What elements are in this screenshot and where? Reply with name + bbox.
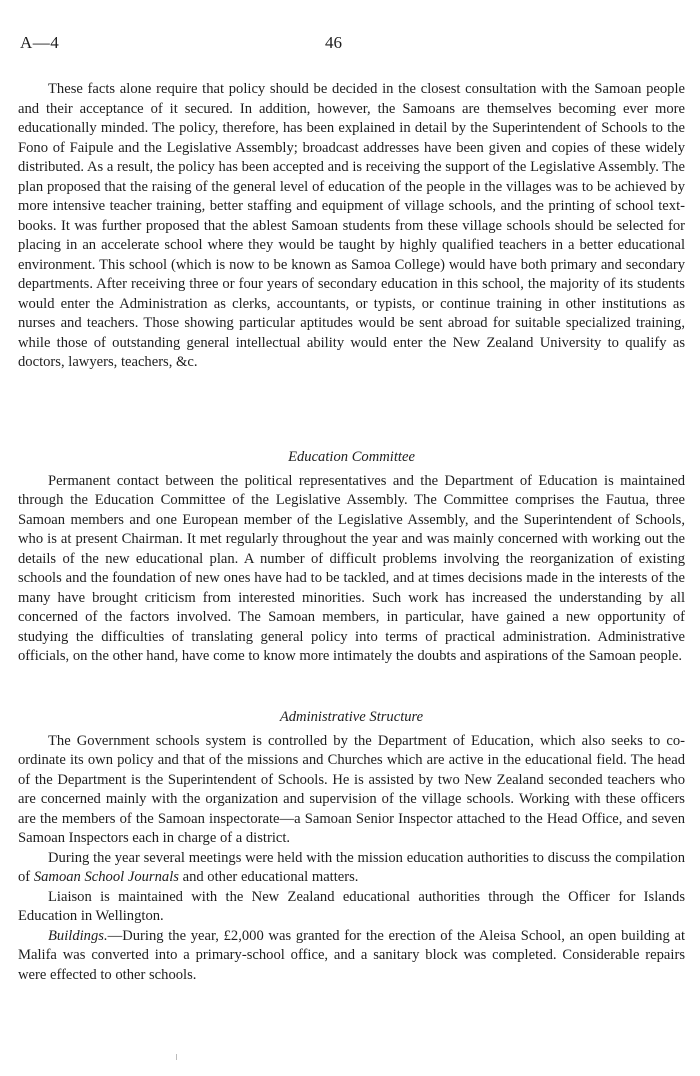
footer-mark xyxy=(176,1054,177,1060)
buildings-paragraph xyxy=(18,927,685,986)
section-heading-administrative-structure: Administrative Structure xyxy=(279,709,424,725)
intro-paragraph: These facts alone require that policy should be decided in the closest consultation with the Samoan people and their acceptance of it secured. In addition, however, the Samoans are themselves becoming ever more educationally minded. The policy, therefore, has been explained in detail by the Superintendent of Schools to the Fono of Faipule and the Legislative Assembly; broadcast addresses have been given and copies of these widely distributed. As a result, the policy has been accepted and is receiving the support of the Legislative Assembly. The plan proposed that the raising of the general level of education of the people in the villages was to be achieved by more intensive teacher training, better staffing and equipment of village schools, and the printing of school text-books. It was further proposed that the ablest Samoan students from these village schools should be selected for placing in an accelerate school where they would be taught by highly qualified teachers in a better educational environment. This school (which is now to be known as Samoa College) would have both primary and secondary departments. After receiving three or four years of secondary education in this school, the majority of its students would enter the Administration as clerks, accountants, or typists, or continue training in other institutions as nurses and teachers. Those showing particular aptitudes would be sent abroad for suitable specialized training, while those of outstanding general intellectual ability would enter the New Zealand University to qualify as doctors, lawyers, teachers, &c. xyxy=(18,81,685,370)
education-committee-section xyxy=(18,448,685,667)
page-number: 46 xyxy=(325,33,342,52)
journal-title: Samoan School Journals xyxy=(33,869,179,885)
administrative-structure-section xyxy=(18,708,685,985)
buildings-label: Buildings. xyxy=(48,927,108,944)
intro-section xyxy=(18,80,685,373)
administrative-structure-paragraph-1: The Government schools system is controlled by the Department of Education, which also seeks to co-ordinate its own policy and that of the missions and Churches which are active in the educational field. The head of the Department is the Superintendent of Schools. He is assisted by two New Zealand seconded teachers who are concerned mainly with the organization and supervision of the village schools. Working with these officers are the members of the Samoan inspectorate—a Samoan Senior Inspector attached to the Head Office, and seven Samoan Inspectors each in charge of a district. xyxy=(18,732,685,846)
buildings-text: —During the year, £2,000 was granted for the erection of the Aleisa School, an open building at Malifa was converted into a primary-school office, and a sanitary block was completed. Considerable repairs were effected to other schools. xyxy=(18,927,685,983)
education-committee-paragraph: Permanent contact between the political representatives and the Department of Education is maintained through the Education Committee of the Legislative Assembly. The Committee comprises the Fautua, three Samoan members and one European member of the Legislative Assembly, and the Superintendent of Schools, who is at present Chairman. It met regularly throughout the year and was mainly concerned with working out the details of the new educational plan. A number of difficult problems involving the reorganization of existing schools and the foundation of new ones have had to be tackled, and at times decisions made in the interests of the many have brought criticism from interested minorities. Such work has increased the understanding by all concerned of the factors involved. The Samoan members, in particular, have gained a new opportunity of studying the difficulties of translating general policy into terms of practical administration. Administrative officials, on the other hand, have come to know more intimately the doubts and aspirations of the Samoan people. xyxy=(18,472,685,664)
paragraph-2-text-start: During the year several meetings were held with the mission education authorities to discuss the compilation of xyxy=(18,849,685,885)
administrative-structure-paragraph-3: Liaison is maintained with the New Zealand educational authorities through the Officer for Islands Education in Wellington. xyxy=(18,888,685,924)
administrative-structure-paragraph-2 xyxy=(18,849,685,888)
section-heading-education-committee: Education Committee xyxy=(288,449,415,465)
paragraph-2-text-end: and other educational matters. xyxy=(178,869,359,885)
page-reference: A—4 xyxy=(20,33,60,52)
